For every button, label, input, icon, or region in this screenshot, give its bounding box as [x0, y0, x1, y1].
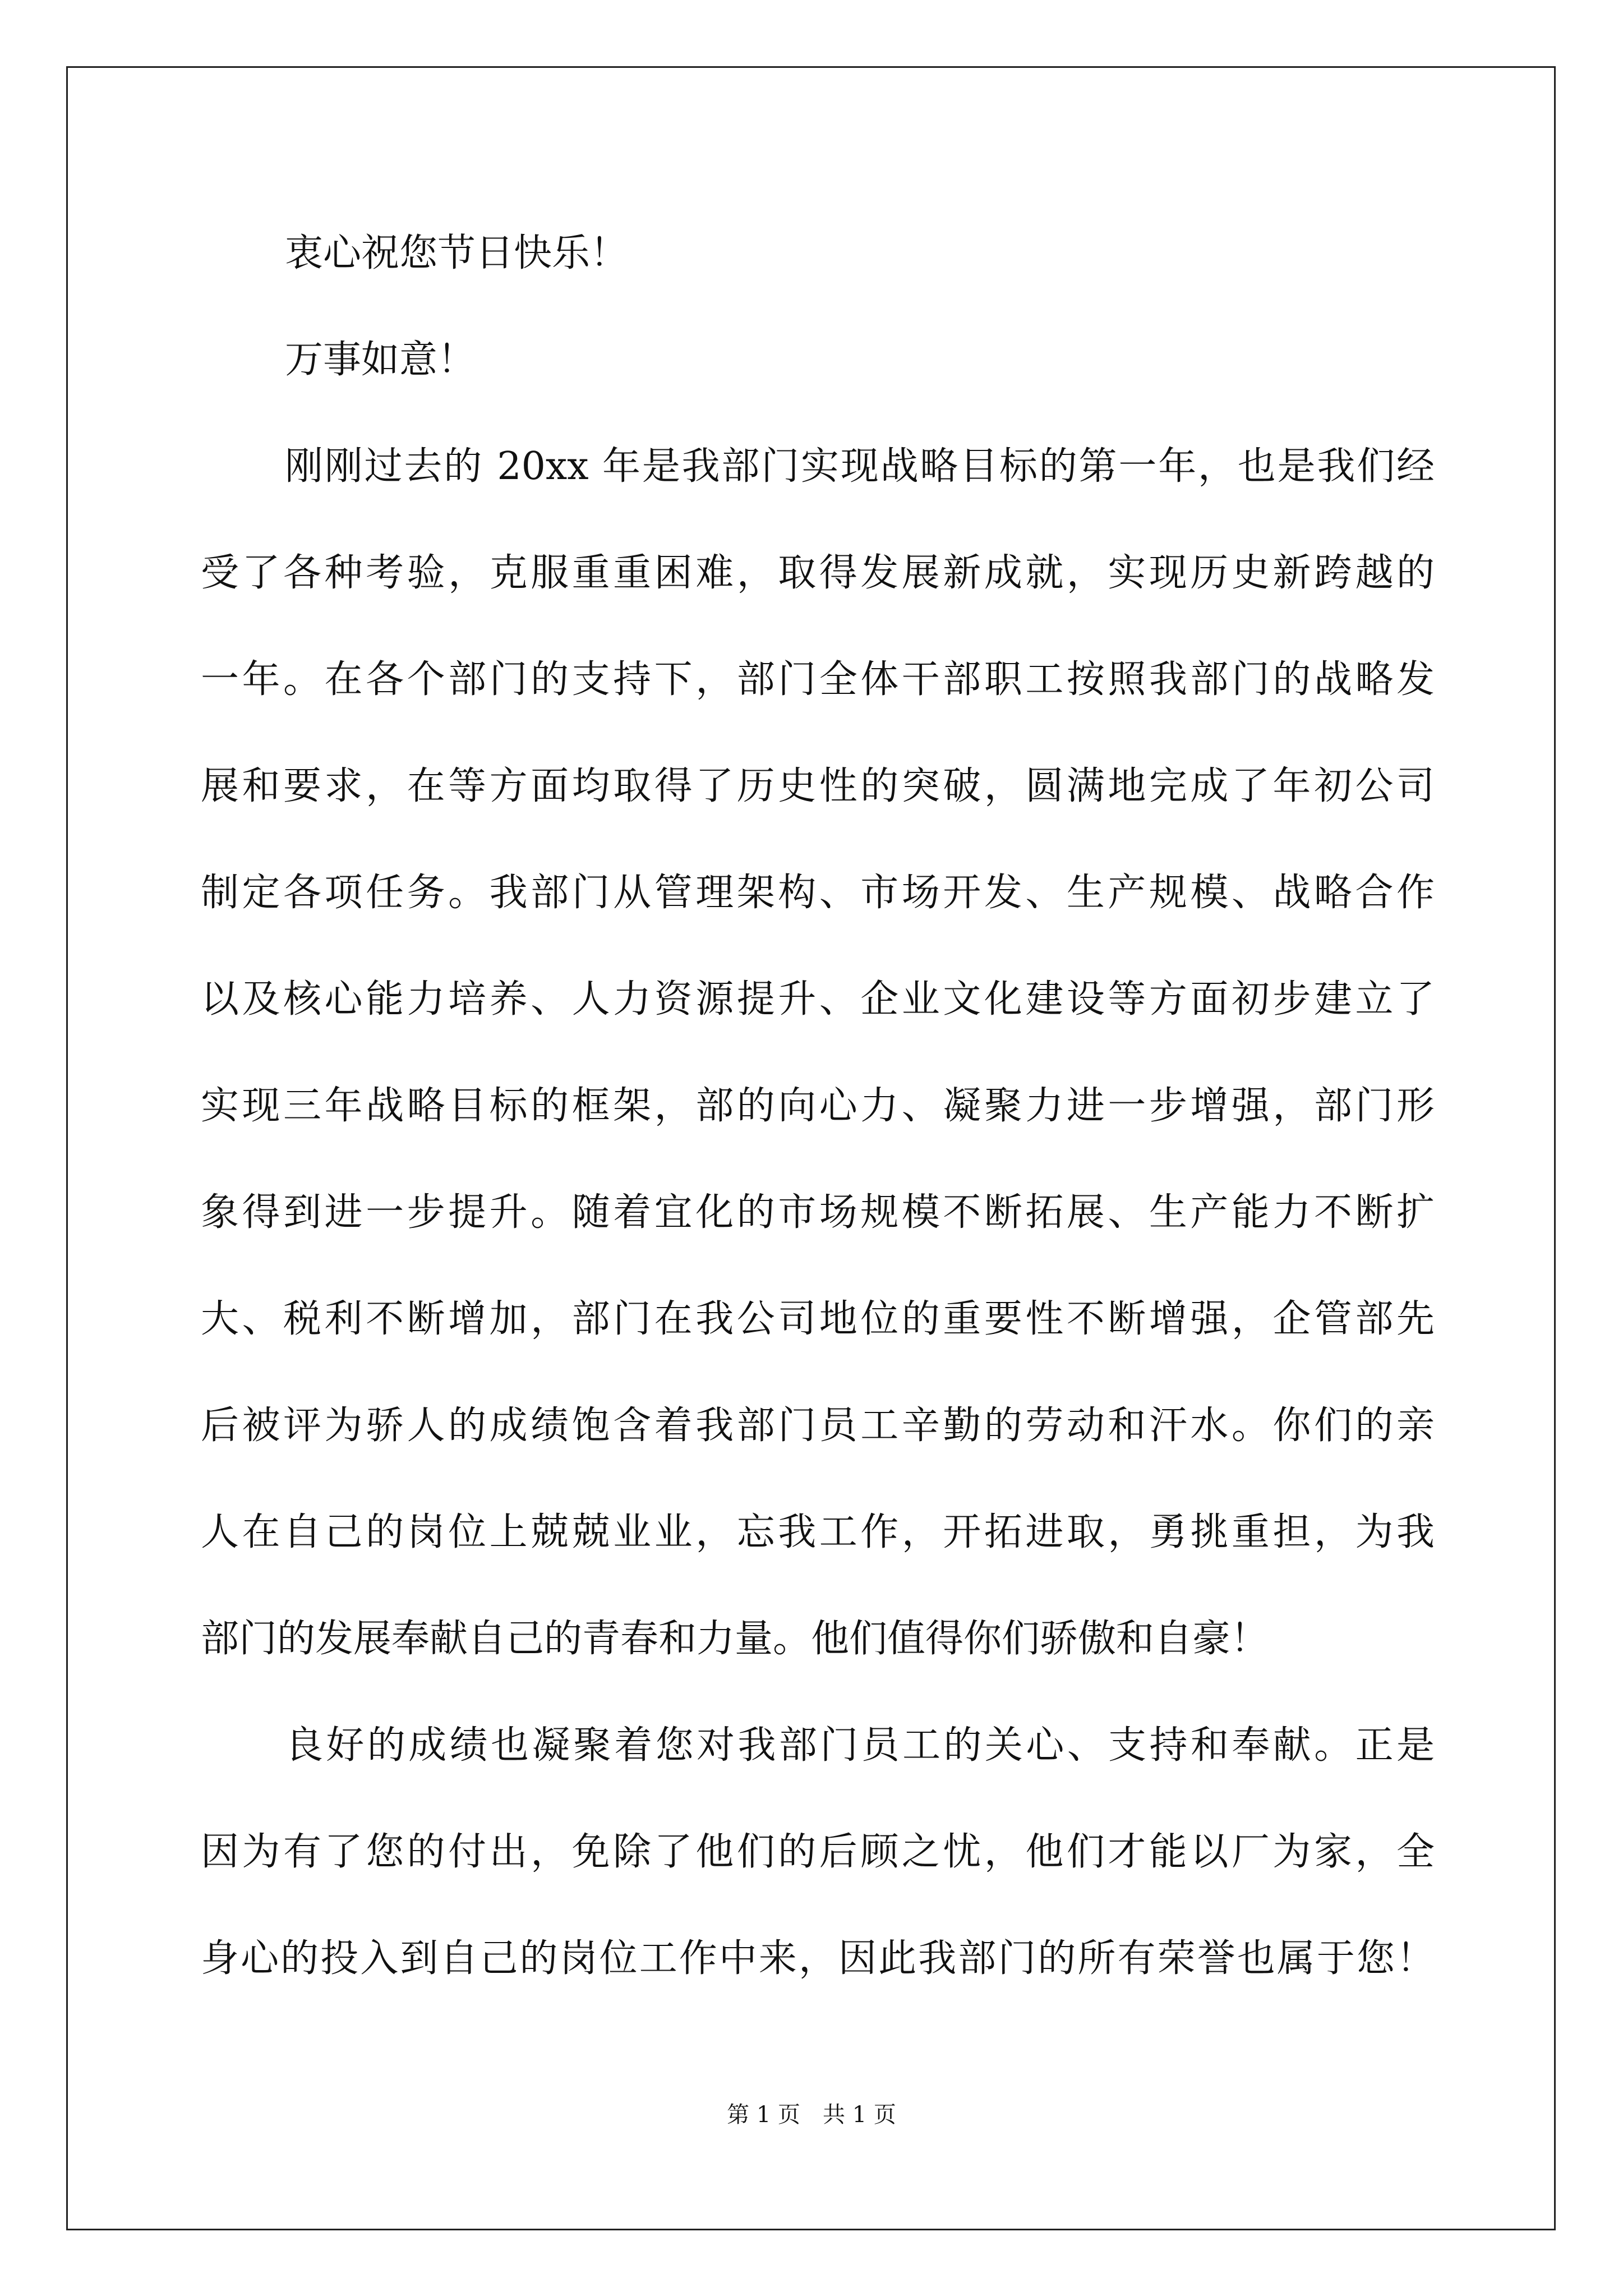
paragraph-line: 衷心祝您节日快乐！: [285, 231, 629, 275]
document-body: [201, 200, 1435, 2012]
page-number: 第 1 页: [727, 2102, 800, 2128]
paragraph-line: 身心的投入到自己的岗位工作中来，因此我部门的所有荣誉也属于您！: [201, 1936, 1435, 1981]
paragraph-line: 后被评为骄人的成绩饱含着我部门员工辛勤的劳动和汗水。你们的亲: [201, 1404, 1435, 1448]
paragraph-line: 万事如意！: [285, 338, 476, 382]
paragraph-line: 刚刚过去的 20xx 年是我部门实现战略目标的第一年，也是我们经: [285, 444, 1435, 489]
paragraph-line: 人在自己的岗位上兢兢业业，忘我工作，开拓进取，勇挑重担，为我: [201, 1510, 1435, 1554]
paragraph-line: 以及核心能力培养、人力资源提升、企业文化建设等方面初步建立了: [201, 977, 1435, 1022]
paragraph-line: 因为有了您的付出，免除了他们的后顾之忧，他们才能以厂为家，全: [201, 1830, 1435, 1874]
page-total: 共 1 页: [823, 2102, 896, 2128]
paragraph-line: 制定各项任务。我部门从管理架构、市场开发、生产规模、战略合作: [201, 871, 1435, 915]
paragraph-line: 展和要求，在等方面均取得了历史性的突破，圆满地完成了年初公司: [201, 764, 1435, 808]
paragraph-line: 象得到进一步提升。随着宜化的市场规模不断拓展、生产能力不断扩: [201, 1190, 1435, 1235]
page-footer: [0, 2098, 1623, 2132]
paragraph-line: 一年。在各个部门的支持下，部门全体干部职工按照我部门的战略发: [201, 657, 1435, 702]
paragraph-line: 受了各种考验，克服重重困难，取得发展新成就，实现历史新跨越的: [201, 551, 1435, 595]
paragraph-line: 良好的成绩也凝聚着您对我部门员工的关心、支持和奉献。正是: [285, 1723, 1435, 1768]
paragraph-line: 实现三年战略目标的框架，部的向心力、凝聚力进一步增强，部门形: [201, 1084, 1435, 1128]
paragraph-line: 大、税利不断增加，部门在我公司地位的重要性不断增强，企管部先: [201, 1297, 1435, 1341]
paragraph-line: 部门的发展奉献自己的青春和力量。他们值得你们骄傲和自豪！: [201, 1617, 1269, 1661]
